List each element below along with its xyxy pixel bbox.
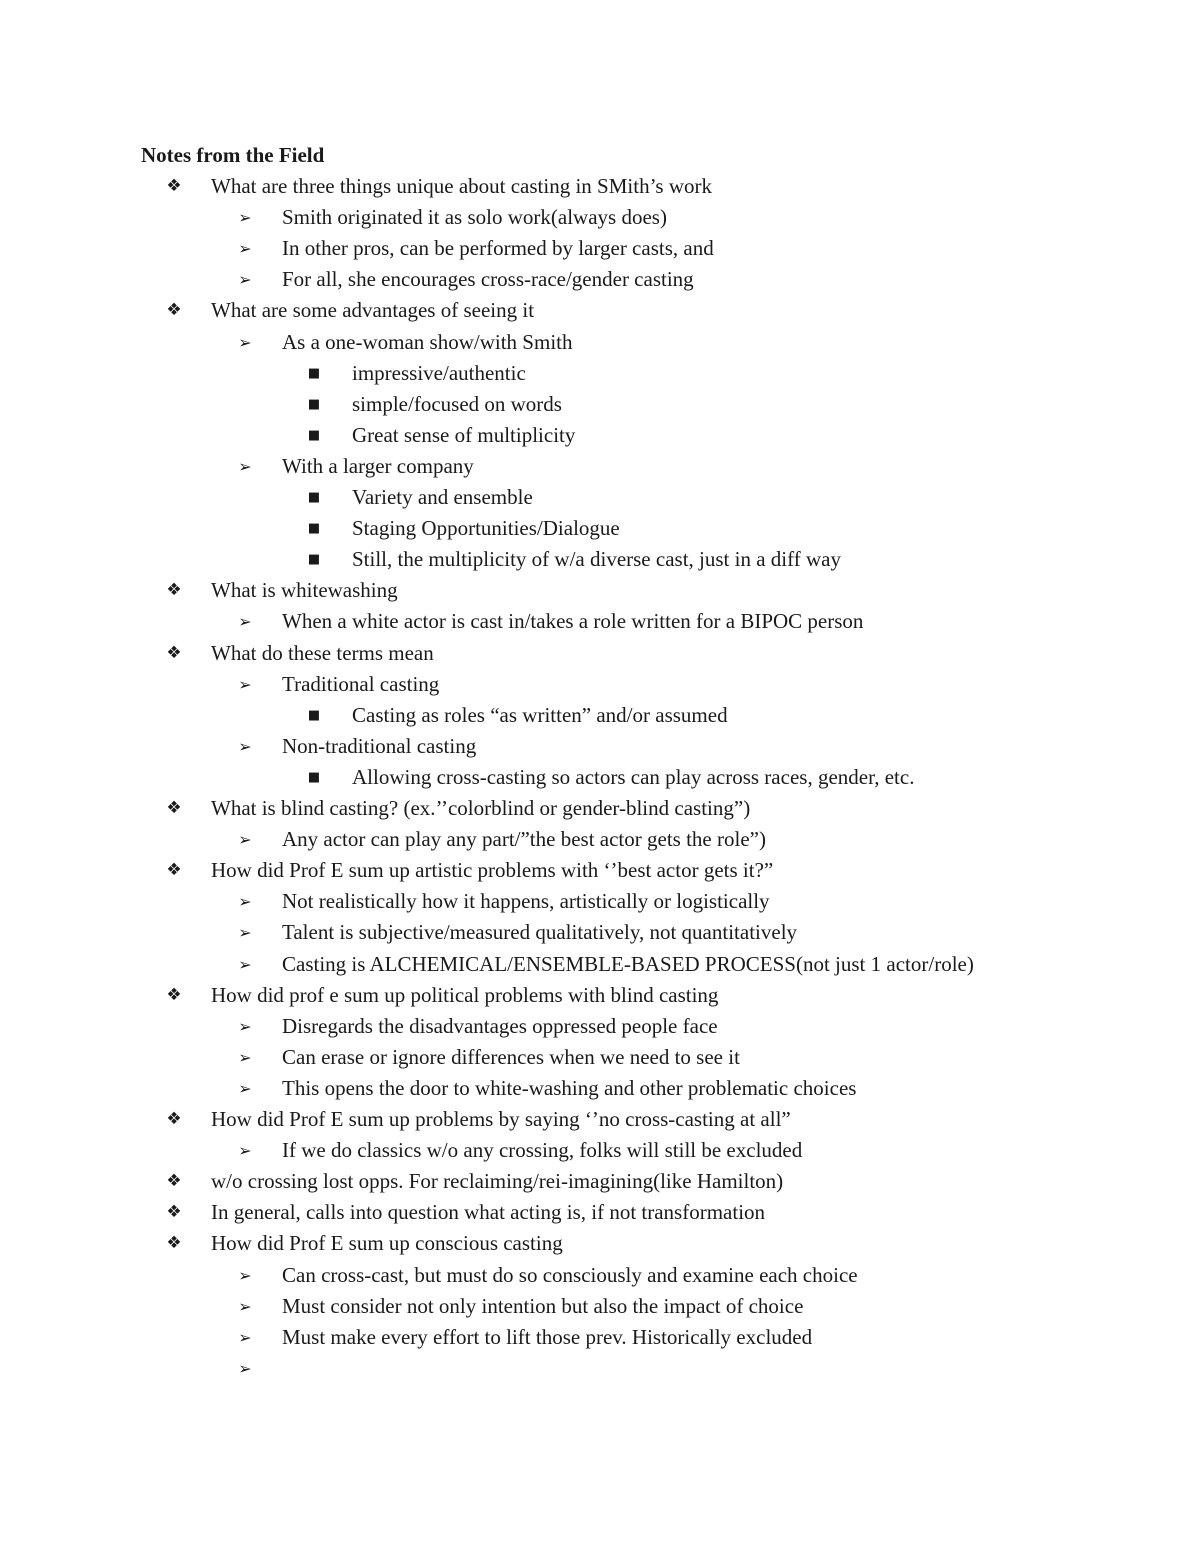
outline-item-level-2 <box>0 886 1200 917</box>
outline-item-text: Must make every effort to lift those prev. Historically excluded <box>282 1324 813 1349</box>
arrow-bullet-icon: ➢ <box>238 612 252 632</box>
outline-item-level-1 <box>0 855 1200 886</box>
arrow-bullet-icon: ➢ <box>238 736 252 756</box>
outline-item-text: What are three things unique about casting in SMith’s work <box>211 174 712 198</box>
outline-item-text: Traditional casting <box>282 671 440 696</box>
outline-item-text: Casting as roles “as written” and/or assumed <box>352 702 728 727</box>
outline-item-level-1 <box>0 1228 1200 1259</box>
arrow-bullet-icon: ➢ <box>238 892 252 912</box>
square-bullet-icon: ■ <box>307 769 321 785</box>
outline-item-level-2 <box>0 731 1200 762</box>
arrow-bullet-icon: ➢ <box>238 1141 252 1161</box>
outline-item-text: Still, the multiplicity of w/a diverse cast, just in a diff way <box>352 547 841 572</box>
outline-item-level-3 <box>0 420 1200 451</box>
diamond-bullet-icon: ❖ <box>166 984 182 1005</box>
arrow-bullet-icon: ➢ <box>238 954 252 974</box>
outline-item-text: Must consider not only intention but also the impact of choice <box>282 1293 804 1318</box>
outline-item-text: How did prof e sum up political problems with blind casting <box>211 982 719 1007</box>
outline-item-text: Non-traditional casting <box>282 733 477 758</box>
outline-item-text: Variety and ensemble <box>352 485 533 509</box>
outline-item-level-1 <box>0 575 1200 606</box>
diamond-bullet-icon: ❖ <box>166 1202 182 1223</box>
outline-item-text: In general, calls into question what acting is, if not transformation <box>211 1200 766 1225</box>
arrow-bullet-icon: ➢ <box>238 208 252 228</box>
outline-item-level-2 <box>0 1322 1200 1353</box>
outline-item-level-1 <box>0 1166 1200 1197</box>
outline-item-level-2 <box>0 606 1200 637</box>
outline-item-level-1 <box>0 980 1200 1011</box>
outline-item-level-2 <box>0 1073 1200 1104</box>
outline-item-text: What do these terms mean <box>211 640 434 665</box>
outline-item-level-3 <box>0 358 1200 389</box>
outline-item-level-2 <box>0 451 1200 482</box>
outline-item-level-1 <box>0 638 1200 669</box>
outline-item-text: Disregards the disadvantages oppressed people face <box>282 1013 718 1038</box>
outline-item-text: Allowing cross-casting so actors can play across races, gender, etc. <box>352 764 915 789</box>
arrow-bullet-icon: ➢ <box>238 1016 252 1036</box>
outline-item-level-2 <box>0 1291 1200 1322</box>
outline-item-level-1 <box>0 171 1200 202</box>
outline-item-text: This opens the door to white-washing and other problematic choices <box>282 1075 857 1100</box>
outline-item-level-3 <box>0 482 1200 513</box>
outline-item-level-2 <box>0 1260 1200 1291</box>
outline-item-text: simple/focused on words <box>352 391 562 416</box>
outline-item-level-3 <box>0 700 1200 731</box>
outline-item-level-2 <box>0 1135 1200 1166</box>
diamond-bullet-icon: ❖ <box>166 580 182 601</box>
outline-item-level-2 <box>0 669 1200 700</box>
outline-item-text: With a larger company <box>282 453 474 478</box>
outline-item-level-2 <box>0 264 1200 295</box>
square-bullet-icon: ■ <box>307 365 321 381</box>
diamond-bullet-icon: ❖ <box>166 860 182 881</box>
arrow-bullet-icon: ➢ <box>238 674 252 694</box>
outline-item-level-3 <box>0 389 1200 420</box>
outline-item-text: What is whitewashing <box>211 578 398 603</box>
arrow-bullet-icon: ➢ <box>238 1358 252 1378</box>
outline-item-text: In other pros, can be performed by larger casts, and <box>282 236 714 261</box>
outline-item-text: Casting is ALCHEMICAL/ENSEMBLE-BASED PROCESS(not just 1 actor/role) <box>282 951 974 976</box>
arrow-bullet-icon: ➢ <box>238 1078 252 1098</box>
outline-item-level-2 <box>0 824 1200 855</box>
outline-item-level-3 <box>0 544 1200 575</box>
outline-item-text: Great sense of multiplicity <box>352 422 576 447</box>
arrow-bullet-icon: ➢ <box>238 830 252 850</box>
outline-item-text: Can cross-cast, but must do so consciously and examine each choice <box>282 1262 858 1287</box>
outline-item-text: w/o crossing lost opps. For reclaiming/rei-imagining(like Hamilton) <box>211 1169 784 1194</box>
outline-item-level-2 <box>0 949 1200 980</box>
outline-item-level-2 <box>0 327 1200 358</box>
diamond-bullet-icon: ❖ <box>166 798 182 818</box>
diamond-bullet-icon: ❖ <box>166 1109 182 1129</box>
outline-item-text: As a one-woman show/with Smith <box>282 329 573 354</box>
outline-item-text: What is blind casting? (ex.’’colorblind or gender-blind casting”) <box>211 796 751 820</box>
outline-item-level-3 <box>0 762 1200 793</box>
outline-item-text: Smith originated it as solo work(always does) <box>282 205 667 230</box>
outline-item-text: Any actor can play any part/”the best actor gets the role”) <box>282 827 766 852</box>
outline-item-text: How did Prof E sum up problems by saying ‘’no cross-casting at all” <box>211 1107 791 1131</box>
arrow-bullet-icon: ➢ <box>238 456 252 476</box>
outline-item-level-1 <box>0 793 1200 824</box>
square-bullet-icon: ■ <box>307 552 321 568</box>
diamond-bullet-icon: ❖ <box>166 642 182 663</box>
square-bullet-icon: ■ <box>307 707 321 723</box>
square-bullet-icon: ■ <box>307 427 321 443</box>
outline-item-text: What are some advantages of seeing it <box>211 298 535 323</box>
outline-item-level-1 <box>0 295 1200 326</box>
outline-item-level-2 <box>0 202 1200 233</box>
outline-item-text: Not realistically how it happens, artistically or logistically <box>282 889 770 914</box>
outline-item-text: For all, she encourages cross-race/gender casting <box>282 267 694 292</box>
outline-item-level-1 <box>0 1197 1200 1228</box>
outline-item-level-2 <box>0 233 1200 264</box>
outline-item-text: If we do classics w/o any crossing, folks will still be excluded <box>282 1138 803 1163</box>
outline-item-level-3 <box>0 513 1200 544</box>
outline-item-text: How did Prof E sum up conscious casting <box>211 1231 563 1256</box>
diamond-bullet-icon: ❖ <box>166 300 182 321</box>
diamond-bullet-icon: ❖ <box>166 1233 182 1254</box>
diamond-bullet-icon: ❖ <box>166 176 182 196</box>
document-title: Notes from the Field <box>141 143 325 167</box>
outline-item-level-2 <box>0 917 1200 948</box>
square-bullet-icon: ■ <box>307 396 321 412</box>
arrow-bullet-icon: ➢ <box>238 1047 252 1067</box>
outline-item-text: impressive/authentic <box>352 360 526 385</box>
square-bullet-icon: ■ <box>307 490 321 505</box>
arrow-bullet-icon: ➢ <box>238 1296 252 1316</box>
diamond-bullet-icon: ❖ <box>166 1171 182 1192</box>
outline-item-text: Talent is subjective/measured qualitatively, not quantitatively <box>282 920 798 945</box>
outline-item-level-2 <box>0 1353 1200 1384</box>
arrow-bullet-icon: ➢ <box>238 923 252 943</box>
square-bullet-icon: ■ <box>307 521 321 537</box>
outline-item-level-1 <box>0 1104 1200 1135</box>
outline-item-text: Can erase or ignore differences when we need to see it <box>282 1044 740 1069</box>
outline-item-text: How did Prof E sum up artistic problems with ‘’best actor gets it?” <box>211 858 774 883</box>
outline-item-text: When a white actor is cast in/takes a role written for a BIPOC person <box>282 609 864 634</box>
outline-item-level-2 <box>0 1011 1200 1042</box>
arrow-bullet-icon: ➢ <box>238 332 252 352</box>
arrow-bullet-icon: ➢ <box>238 239 252 259</box>
outline-item-text: Staging Opportunities/Dialogue <box>352 516 620 541</box>
outline-item-level-2 <box>0 1042 1200 1073</box>
arrow-bullet-icon: ➢ <box>238 270 252 290</box>
arrow-bullet-icon: ➢ <box>238 1327 252 1347</box>
arrow-bullet-icon: ➢ <box>238 1265 252 1285</box>
